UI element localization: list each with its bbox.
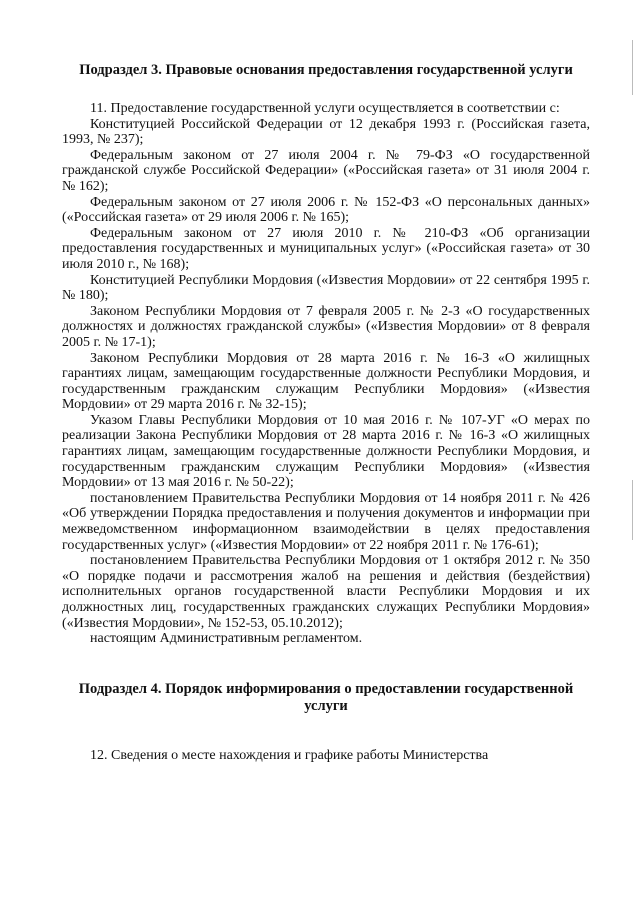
paragraph-12: 12. Сведения о месте нахождения и графике работы Министерства [90,747,489,763]
legal-basis-fz-79: Федеральным законом от 27 июля 2004 г. № 79-ФЗ «О государственной гражданской службе Российской Федерации» («Российская газета» от 31 июля 2004 г. № 162); [62,147,590,194]
legal-basis-fz-152: Федеральным законом от 27 июля 2006 г. № 152-ФЗ «О персональных данных» («Российская газета» от 29 июля 2006 г. № 165); [62,194,590,226]
legal-basis-decree-107ug: Указом Главы Республики Мордовия от 10 мая 2016 г. № 107-УГ «О мерах по реализации Закона Республики Мордовия от 28 марта 2016 г. № 16-З «О жилищных гарантиях лицам, замещающим государственные должности Республики Мордовия, и государственным гражданским служащим Республики Мордовия» («Известия Мордовии» от 13 мая 2016 г. № 50-22); [62,412,590,491]
scan-edge-mark [632,480,633,540]
paragraph-11: 11. Предоставление государственной услуги осуществляется в соответствии с: [90,101,560,116]
legal-basis-law-16z: Законом Республики Мордовия от 28 марта 2016 г. № 16-З «О жилищных гарантиях лицам, замещающим государственные должности Республики Мордовия, и государственным гражданским служащим Республики Мордовия» («Известия Мордовии» от 29 марта 2016 г. № 32-15); [62,350,590,413]
section-4-title: Подраздел 4. Порядок информирования о предоставлении государственной услуги [78,680,574,714]
legal-basis-regulation: настоящим Административным регламентом. [90,631,363,647]
legal-basis-resolution-426: постановлением Правительства Республики Мордовия от 14 ноября 2011 г. № 426 «Об утверждении Порядка предоставления и получения документов и информации при межведомственном информационном взаимодействии в целях предоставления государственных услуг» («Известия Мордовии» от 22 ноября 2011 г. № 176-61); [62,490,590,553]
legal-basis-constitution-rf: Конституцией Российской Федерации от 12 декабря 1993 г. (Российская газета, 1993, № 237); [62,116,590,148]
legal-basis-resolution-350: постановлением Правительства Республики Мордовия от 1 октября 2012 г. № 350 «О порядке подачи и рассмотрения жалоб на решения и действия (бездействия) исполнительных органов государственной власти Республики Мордовия и их должностных лиц, государственных гражданских служащих Республики Мордовия» («Известия Мордовии», № 152-53, 05.10.2012); [62,553,590,631]
legal-basis-fz-210: Федеральным законом от 27 июля 2010 г. № 210-ФЗ «Об организации предоставления государственных и муниципальных услуг» («Российская газета» от 30 июля 2010 г., № 168); [62,225,590,272]
section-3-title: Подраздел 3. Правовые основания предоставления государственной услуги [79,62,573,78]
scan-edge-mark [632,40,633,95]
legal-basis-constitution-rm: Конституцией Республики Мордовия («Известия Мордовии» от 22 сентября 1995 г. № 180); [62,272,590,304]
document-page [62,62,590,763]
legal-basis-law-2z: Законом Республики Мордовия от 7 февраля 2005 г. № 2-З «О государственных должностях и должностях гражданской службы» («Известия Мордовии» от 8 февраля 2005 г. № 17-1); [62,303,590,350]
